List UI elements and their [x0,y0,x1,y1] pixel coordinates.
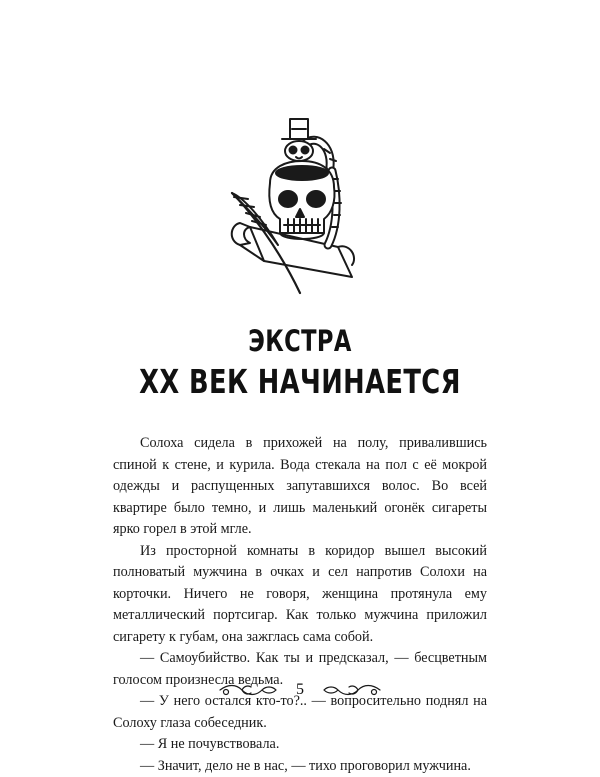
paragraph: — Я не почувствовала. [113,734,487,756]
paragraph: Из просторной комнаты в коридор вышел высокий полноватый мужчина в очках и сел напротив Солохи на корточки. Ничего не говоря, женщина протянула ему металлический портсигар. Как только мужчина приложил сигарету к губам, она зажглась сама собой. [113,541,487,649]
paragraph: — Самоубийство. Как ты и предсказал, — бесцветным голосом произнесла ведьма. [113,648,487,691]
right-flourish-ornament-icon [320,682,382,698]
page-footer [0,678,600,702]
skull-quill-illustration-icon [220,115,380,305]
paragraph: — У него остался кто-то?.. — вопросительно поднял на Солоху глаза собеседник. [113,691,487,734]
paragraph: — Значит, дело не в нас, — тихо проговорил мужчина. [113,756,487,777]
paragraph: Солоха сидела в прихожей на полу, привалившись спиной к стене, и курила. Вода стекала на пол с её мокрой одежды и распущенных запутавшихся волос. Во всей квартире было темно, и лишь маленький огонёк сигареты ярко горел в этой мгле. [113,433,487,541]
chapter-title: XX ВЕК НАЧИНАЕТСЯ [66,362,534,401]
chapter-label: ЭКСТРА [66,324,534,358]
left-flourish-ornament-icon [218,682,280,698]
page-number: 5 [294,681,306,699]
chapter-body [113,433,487,777]
